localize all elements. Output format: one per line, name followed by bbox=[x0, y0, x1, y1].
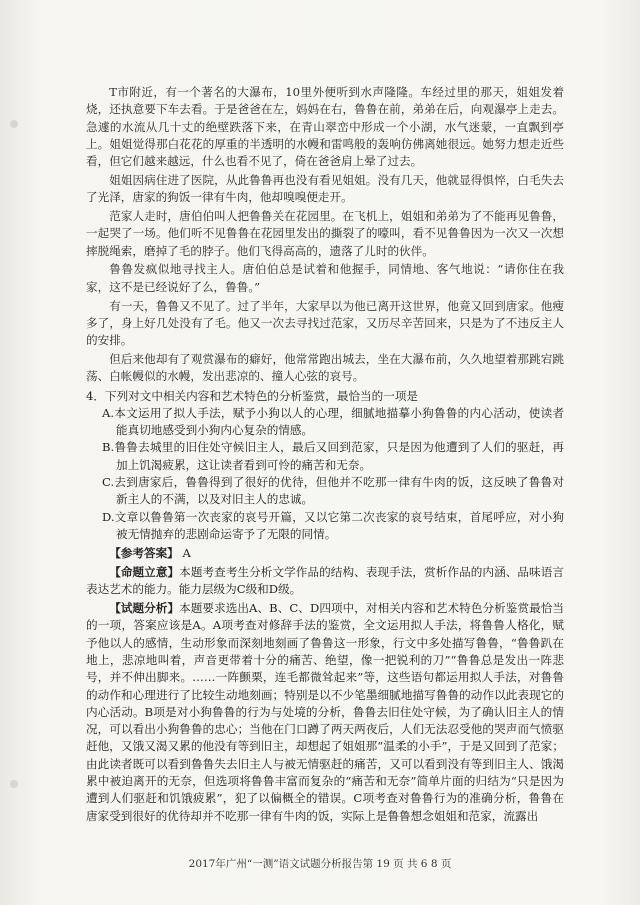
story-paragraph: 但后来他却有了观赏瀑布的癖好，他常常跑出城去，坐在大瀑布前，久久地望着那跳宕跳荡、白帐幔似的水幔，发出悲凉的、撞人心弦的哀号。 bbox=[86, 351, 564, 384]
intent-text: 本题考查考生分析文学作品的结构、表现手法，赏析作品的内涵、品味语言表达艺术的能力。能力层级为C级和D级。 bbox=[86, 565, 564, 597]
intent-paragraph bbox=[86, 564, 564, 599]
intent-label: 【命题立意】 bbox=[109, 565, 180, 580]
option-c: C.去到唐家后，鲁鲁得到了很好的优待，但他并不吃那一律有牛肉的饭，这反映了鲁鲁对新主人的不满，以及对旧主人的忠诚。 bbox=[102, 475, 564, 507]
story-paragraph: 鲁鲁发疯似地寻找主人。唐伯伯总是试着和他握手，同情地、客气地说：“请你住在我家，这不是已经说好了么，鲁鲁。” bbox=[86, 262, 564, 294]
story-paragraph: 有一天，鲁鲁又不见了。过了半年，大家早以为他已离开这世界，他竟又回到唐家。他瘦多了，身上好几处没有了毛。他又一次去寻找过范家，又历尽辛苦回来，只是为了不违反主人的安排。 bbox=[86, 298, 564, 348]
analysis-text: 本题要求选出A、B、C、D四项中，对相关内容和艺术特色分析鉴赏最恰当的一项，答案应该是A。A项考查对修辞手法的鉴赏，全文运用拟人手法，将鲁鲁人格化，赋予他以人的感情，生动形象而深刻地刻画了鲁鲁这一形象，行文中多处描写鲁鲁，“鲁鲁趴在地上，悲凉地叫着，声音更带着十分的痛苦、绝望，像一把锐利的刀”“鲁鲁总是发出一阵悲号，并不伸出脚来。……一阵颤栗，连毛都微耸起来”等，这些语句都运用拟人手法，对鲁鲁的动作和心理进行了比较生动地刻画；特别是以不少笔墨细腻地描写鲁鲁的动作以此表现它的内心活动。B项是对小狗鲁鲁的行为与处境的分析，鲁鲁去旧住处守候，为了确认旧主人的情况，可以看出小狗鲁鲁的忠心；当他在门口蹲了两天两夜后，人们无法忍受他的哭声而气愤驱赶他，又饿又渴又累的他没有等到旧主，却想起了姐姐那“温柔的小手”，于是又回到了范家；由此读者既可以看到鲁鲁失去旧主人与被无情驱赶的痛苦，又可以看到没有等到旧主人、饿渴累中被迫离开的无奈，但选项将鲁鲁丰富而复杂的“痛苦和无奈”简单片面的归结为“只是因为遭到人们驱赶和饥饿疲累”，犯了以偏概全的错误。C项考查对鲁鲁行为的准确分析，鲁鲁在唐家受到很好的优待却并不吃那一律有牛肉的饭，实际上是鲁鲁想念姐姐和范家，流露出 bbox=[86, 601, 564, 823]
binding-hole bbox=[10, 780, 18, 788]
analysis-label: 【试题分析】 bbox=[109, 601, 180, 616]
question-stem: 4．下列对文中相关内容和艺术特色的分析鉴赏，最恰当的一项是 bbox=[86, 388, 419, 403]
story-paragraph: 姐姐因病住进了医院，从此鲁鲁再也没有看见姐姐。没有几天，他就显得惧悴，白毛失去了光泽，唐家的狗饭一律有牛肉，他却嗅嗅便走开。 bbox=[86, 172, 564, 205]
answer-line bbox=[86, 545, 564, 562]
analysis-paragraph bbox=[86, 600, 564, 825]
story-paragraph: T市附近，有一个著名的大瀑布，10里外便听到水声隆隆。车经过里的那天，姐姐发着烧，还执意要下车去看。于是爸爸在左，妈妈在右，鲁鲁在前，弟弟在后，向观瀑亭上走去。急遽的水流从几十丈的绝壁跌落下来，在青山翠峦中形成一个小湖，水气迷蒙，一直飘到亭上。姐姐觉得那白花花的厚重的半透明的水幔和雷鸣般的轰响仿佛离她很远。她努力想走近些看，但它们越来越远，什么也看不见了，倚在爸爸肩上晕了过去。 bbox=[86, 85, 564, 169]
page-content bbox=[86, 84, 564, 826]
answer-label: 【参考答案】 bbox=[109, 546, 179, 561]
page-footer: 2017年广州“一测”语文试题分析报告第 19 页 共 6 8 页 bbox=[188, 858, 452, 870]
option-a: A.本文运用了拟人手法，赋予小狗以人的心理，细腻地描摹小狗鲁鲁的内心活动，使读者能真切地感受到小狗内心复杂的情感。 bbox=[102, 405, 564, 438]
answer-value: A bbox=[182, 546, 191, 561]
story-paragraph: 范家人走时，唐伯伯叫人把鲁鲁关在花园里。在飞机上，姐姐和弟弟为了不能再见鲁鲁，一起哭了一场。他们听不见鲁鲁在花园里发出的撕裂了的嚎叫，看不见鲁鲁因为一次又一次想摔脱绳索，磨掉了毛的脖子。他们飞得高高的，遗落了儿时的伙伴。 bbox=[86, 209, 564, 258]
binding-hole bbox=[10, 120, 18, 128]
option-d: D.文章以鲁鲁第一次丧家的哀号开篇，又以它第二次丧家的哀号结束，首尾呼应，对小狗被无情抛弃的悲剧命运寄予了无限的同情。 bbox=[102, 509, 564, 541]
story-excerpt bbox=[86, 84, 564, 386]
option-b: B.鲁鲁去城里的旧住处守候旧主人，最后又回到范家，只是因为他遭到了人们的驱赶，再加上饥渴疲累，这让读者看到可怜的痛苦和无奈。 bbox=[102, 440, 564, 472]
